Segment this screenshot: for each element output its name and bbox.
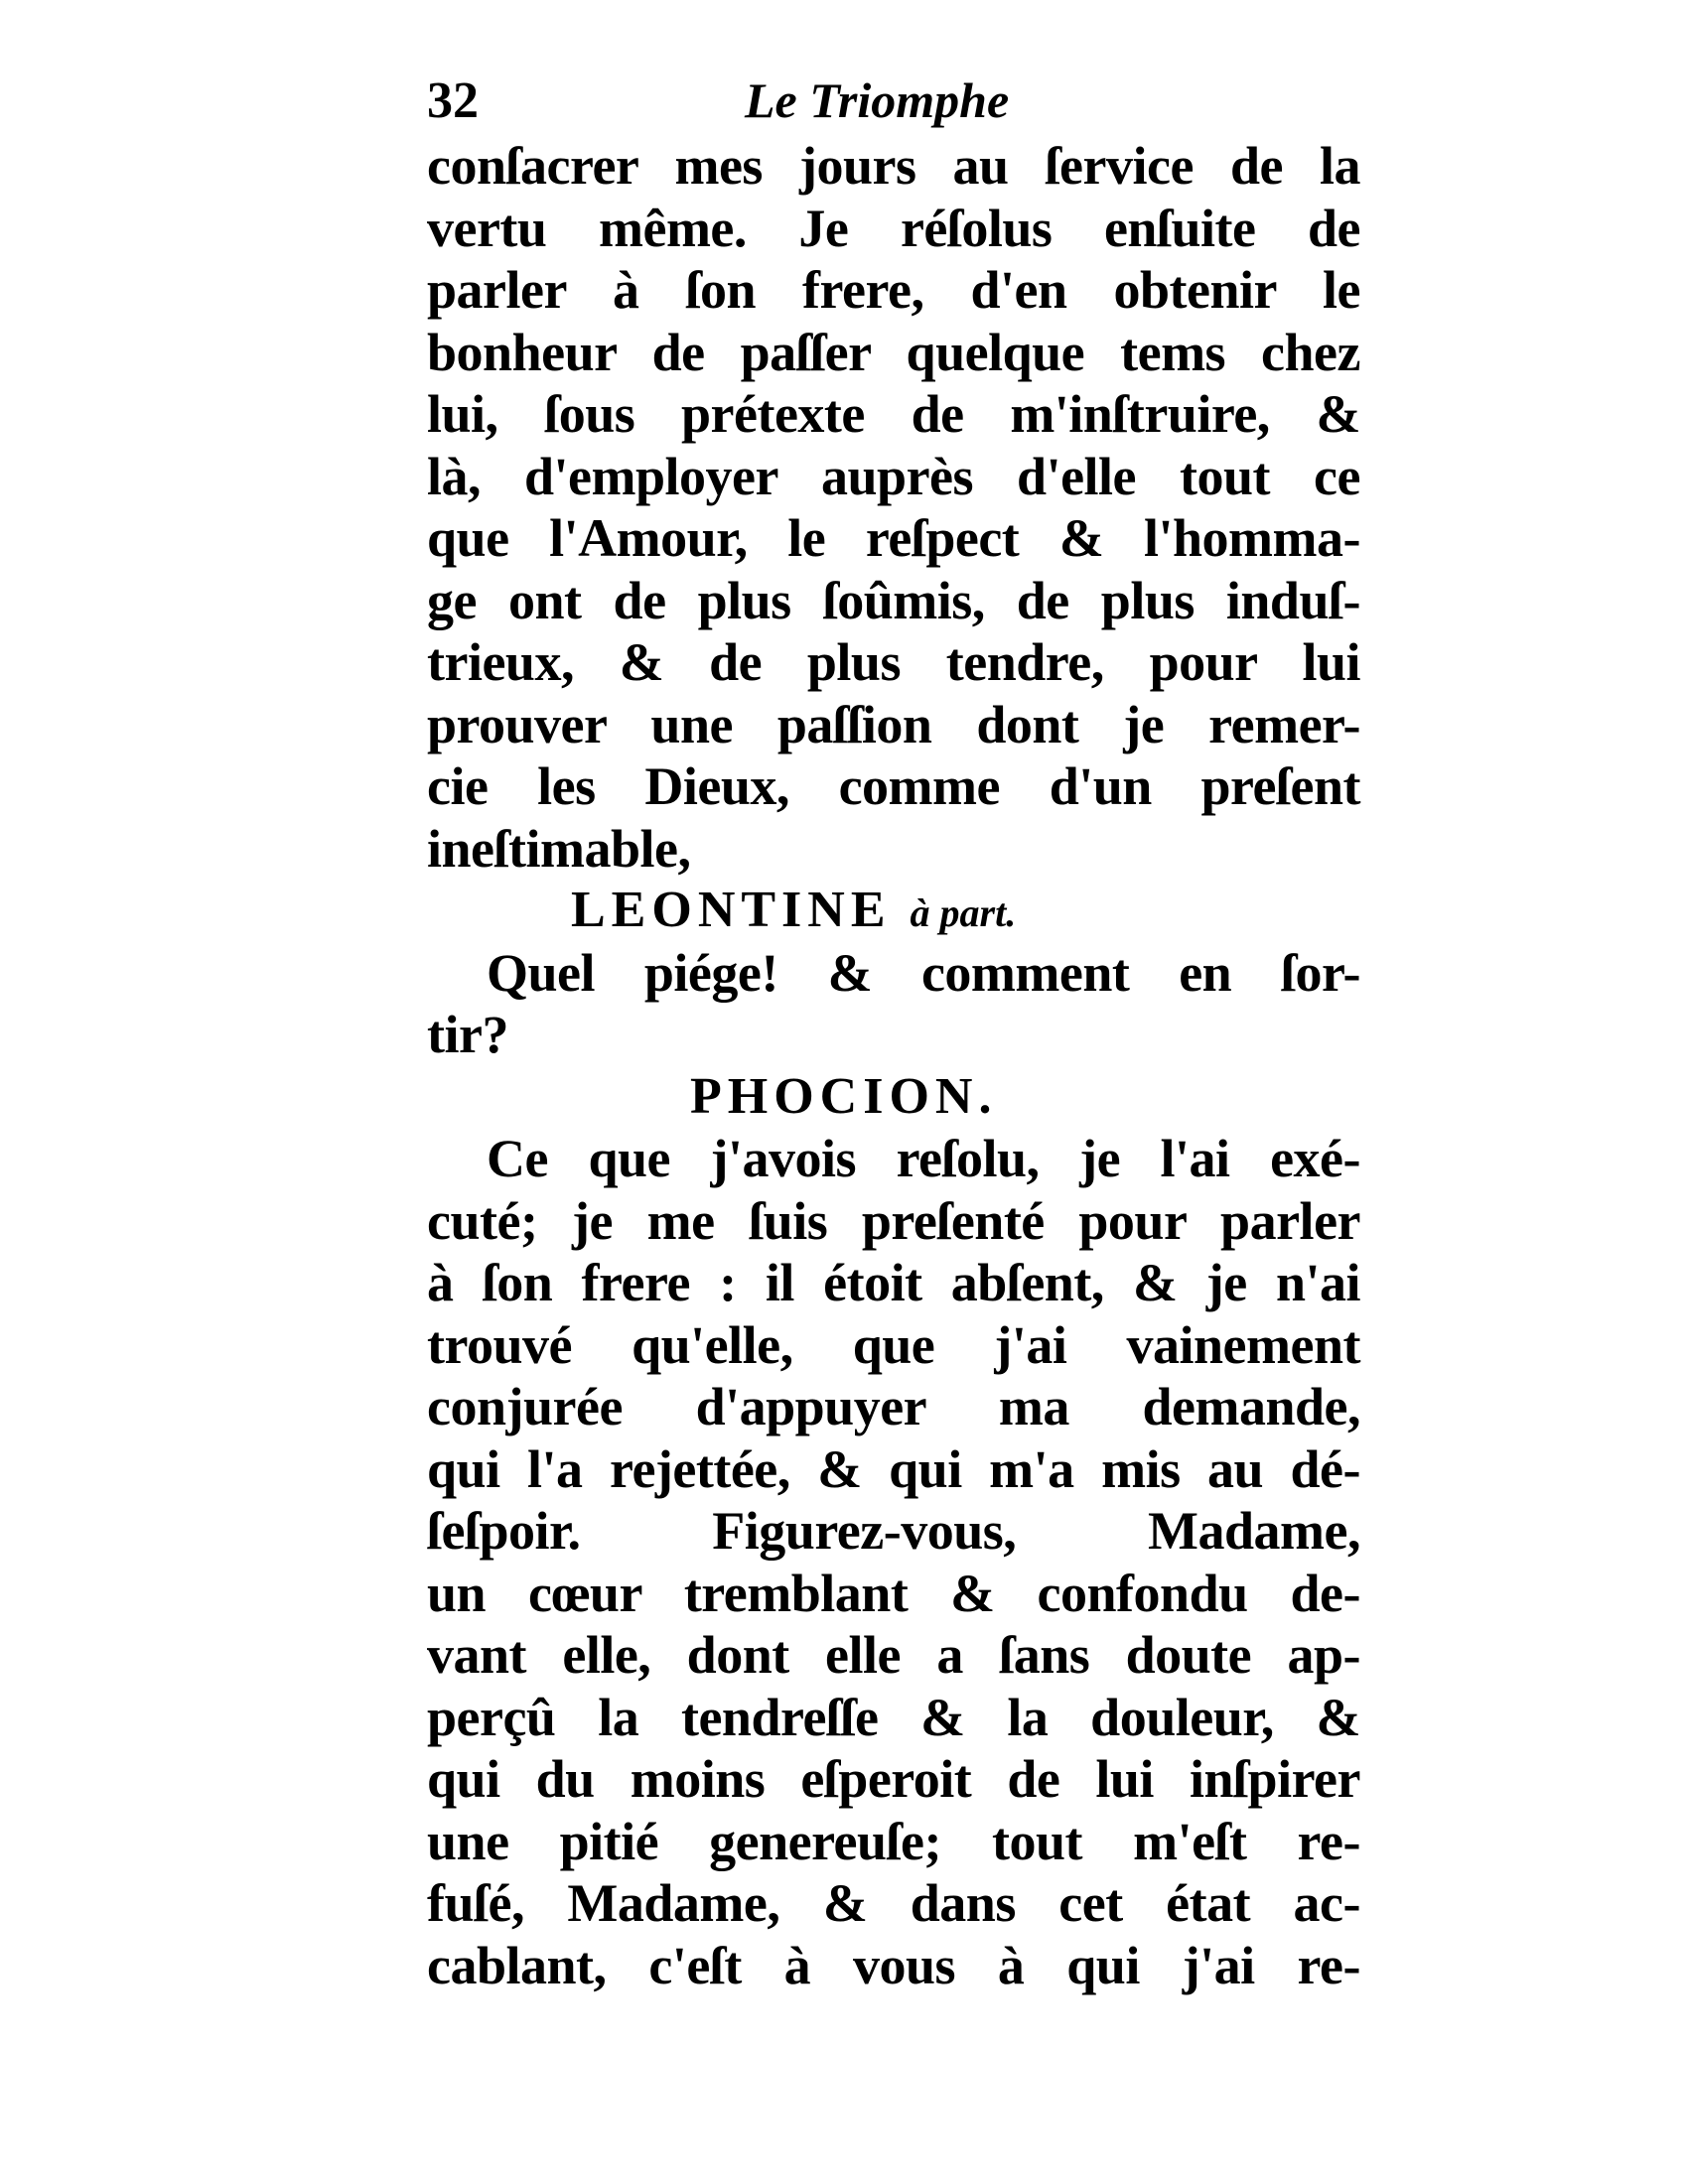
text-line: que l'Amour, le reſpect & l'homma-: [427, 508, 1360, 568]
text-line: cuté; je me ſuis preſenté pour parler: [427, 1190, 1360, 1251]
text-line: vertu même. Je réſolus enſuite de: [427, 198, 1360, 258]
text-line: qui l'a rejettée, & qui m'a mis au dé-: [427, 1438, 1360, 1499]
text-line: fuſé, Madame, & dans cet état ac-: [427, 1873, 1360, 1933]
text-line: tir?: [427, 1005, 508, 1064]
text-line: ineſtimable,: [427, 818, 691, 879]
text-line: ge ont de plus ſoûmis, de plus induſ-: [427, 570, 1360, 630]
text-line: bonheur de paſſer quelque tems chez: [427, 322, 1360, 382]
text-line: conſacrer mes jours au ſervice de la: [427, 136, 1360, 196]
text-line: à ſon frere : il étoit abſent, & je n'ai: [427, 1253, 1360, 1312]
stage-direction: à part.: [910, 890, 1017, 935]
text-line: lui, ſous prétexte de m'inſtruire, &: [427, 384, 1360, 444]
speaker-heading-leontine: [427, 880, 1360, 942]
text-line: vant elle, dont elle a ſans doute ap-: [427, 1625, 1360, 1685]
text-line: cablant, c'eſt à vous à qui j'ai re-: [427, 1935, 1360, 1995]
speaker-heading-phocion: [427, 1066, 1360, 1129]
text-line: trieux, & de plus tendre, pour lui: [427, 632, 1360, 692]
running-header: [427, 71, 1360, 131]
page-body: [427, 135, 1360, 1996]
text-line: Quel piége! & comment en ſor-: [487, 942, 1360, 1003]
text-line: qui du moins eſperoit de lui inſpirer: [427, 1749, 1360, 1809]
text-line: là, d'employer auprès d'elle tout ce: [427, 446, 1360, 506]
text-line: un cœur tremblant & confondu de-: [427, 1563, 1360, 1623]
text-line: trouvé qu'elle, que j'ai vainement: [427, 1314, 1360, 1375]
text-line: perçû la tendreſſe & la douleur, &: [427, 1687, 1360, 1747]
speaker-name: PHOCION.: [690, 1067, 998, 1125]
text-line: parler à ſon frere, d'en obtenir le: [427, 260, 1360, 320]
text-line: conjurée d'appuyer ma demande,: [427, 1377, 1360, 1436]
text-line: Ce que j'avois reſolu, je l'ai exé-: [487, 1129, 1360, 1188]
text-line: une pitié genereuſe; tout m'eſt re-: [427, 1811, 1360, 1871]
running-title: Le Triomphe: [745, 72, 1010, 128]
text-line: ſeſpoir. Figurez-vous, Madame,: [427, 1501, 1360, 1561]
text-line: cie les Dieux, comme d'un preſent: [427, 756, 1360, 816]
speaker-name: LEONTINE: [571, 882, 892, 938]
page-number: 32: [427, 72, 479, 129]
text-line: prouver une paſſion dont je remer-: [427, 694, 1360, 754]
